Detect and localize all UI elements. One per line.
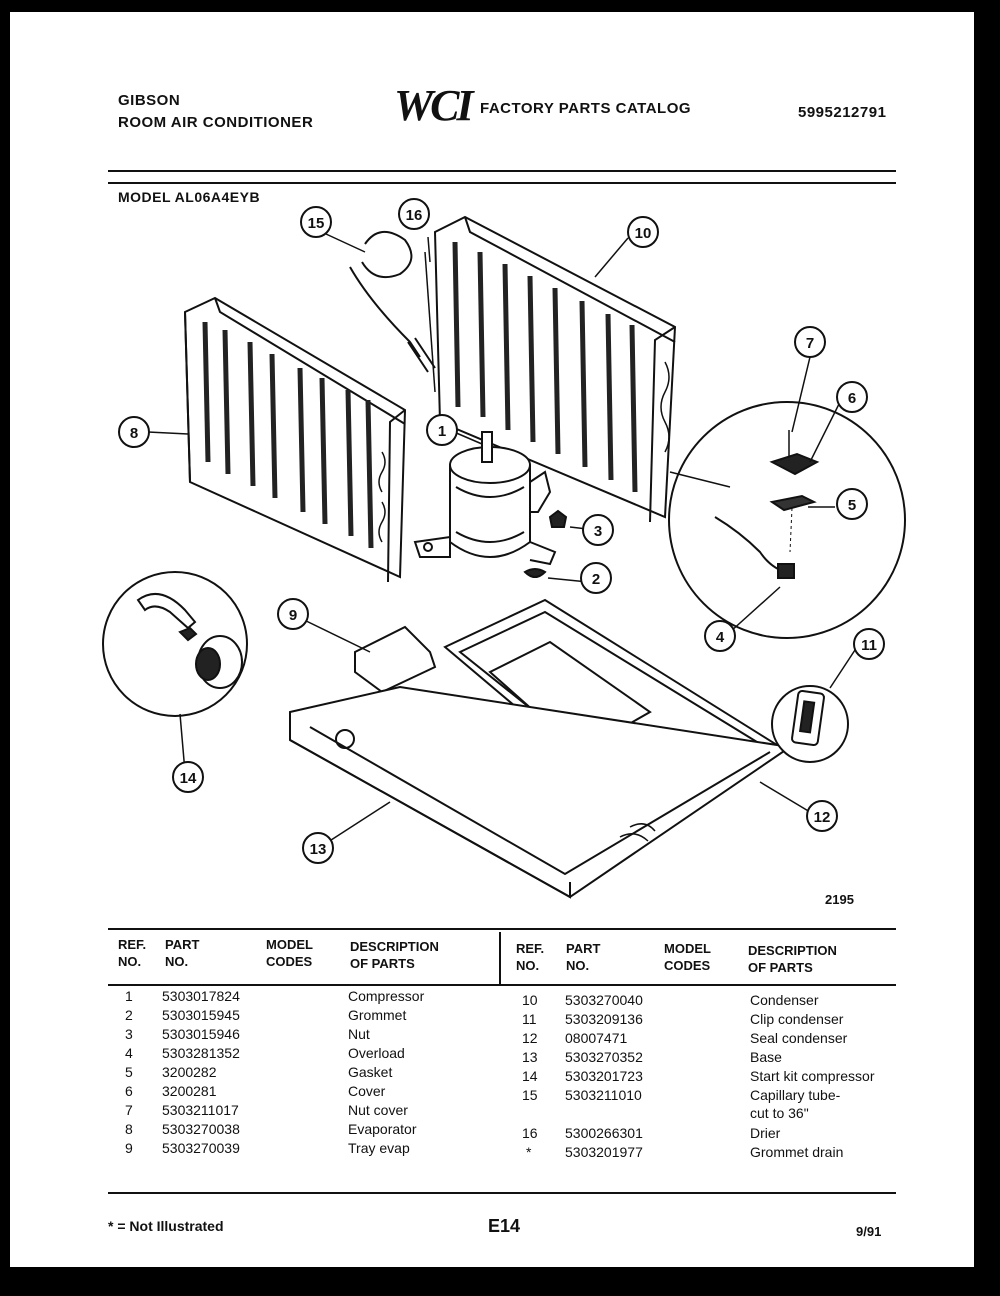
callout-3 xyxy=(583,515,613,545)
product-name: ROOM AIR CONDITIONER xyxy=(118,114,314,131)
svg-text:4: 4 xyxy=(715,629,725,646)
svg-text:6: 6 xyxy=(847,390,857,407)
row-part: 5303201977 xyxy=(565,1144,643,1160)
callout-8 xyxy=(119,417,149,447)
svg-text:16: 16 xyxy=(405,207,423,224)
callout-4 xyxy=(705,621,735,651)
row-part: 5303281352 xyxy=(162,1045,240,1061)
row-ref: 6 xyxy=(125,1083,133,1099)
col-desc: DESCRIPTION OF PARTS xyxy=(350,939,439,971)
row-ref: 9 xyxy=(125,1140,133,1156)
row-part: 5303270039 xyxy=(162,1140,240,1156)
evaporator-drawing xyxy=(185,298,405,582)
row-part: 5303209136 xyxy=(565,1011,643,1027)
callout-5 xyxy=(837,489,867,519)
svg-text:5: 5 xyxy=(847,497,857,514)
row-ref: 12 xyxy=(522,1030,538,1046)
svg-text:12: 12 xyxy=(813,809,831,826)
catalog-title: FACTORY PARTS CATALOG xyxy=(480,100,692,117)
row-desc: Cover xyxy=(348,1083,386,1099)
svg-text:15: 15 xyxy=(307,215,325,232)
row-desc: Evaporator xyxy=(348,1121,417,1137)
row-part: 3200282 xyxy=(162,1064,217,1080)
brand-name: GIBSON xyxy=(118,92,181,109)
parts-catalog-page xyxy=(10,12,974,1267)
row-part: 5300266301 xyxy=(565,1125,643,1141)
table-divider xyxy=(499,932,501,984)
row-desc: Base xyxy=(750,1049,782,1065)
row-ref: 15 xyxy=(522,1087,538,1103)
row-desc-continued: cut to 36" xyxy=(750,1105,809,1121)
col-model-right: MODEL CODES xyxy=(664,941,711,973)
callout-7 xyxy=(795,327,825,357)
row-ref: * xyxy=(526,1144,532,1160)
row-desc: Compressor xyxy=(348,988,425,1004)
row-part: 08007471 xyxy=(565,1030,628,1046)
row-ref: 3 xyxy=(125,1026,133,1042)
svg-text:3: 3 xyxy=(593,523,603,540)
row-desc: Clip condenser xyxy=(750,1011,844,1027)
callout-12 xyxy=(807,801,837,831)
callout-1 xyxy=(427,415,457,445)
col-ref-right: REF. NO. xyxy=(516,941,545,973)
svg-text:2: 2 xyxy=(591,571,601,588)
svg-text:8: 8 xyxy=(129,425,139,442)
svg-text:1: 1 xyxy=(437,423,447,440)
row-part: 3200281 xyxy=(162,1083,217,1099)
row-part: 5303015946 xyxy=(162,1026,240,1042)
wci-logo: WCI xyxy=(394,81,471,130)
row-desc: Grommet drain xyxy=(750,1144,844,1160)
row-desc: Start kit compressor xyxy=(750,1068,875,1084)
svg-text:13: 13 xyxy=(309,841,327,858)
callout-14 xyxy=(173,762,203,792)
row-desc: Capillary tube- xyxy=(750,1087,841,1103)
exploded-parts-diagram xyxy=(10,12,974,912)
row-part: 5303017824 xyxy=(162,988,240,1004)
row-ref: 10 xyxy=(522,992,538,1008)
row-part: 5303201723 xyxy=(565,1068,643,1084)
callout-13 xyxy=(303,833,333,863)
row-desc: Drier xyxy=(750,1125,781,1141)
row-ref: 11 xyxy=(522,1011,537,1027)
row-ref: 16 xyxy=(522,1125,538,1141)
not-illustrated-note: * = Not Illustrated xyxy=(108,1218,224,1234)
col-model: MODEL CODES xyxy=(266,937,313,969)
row-ref: 5 xyxy=(125,1064,133,1080)
row-part: 5303211017 xyxy=(162,1102,239,1118)
row-ref: 8 xyxy=(125,1121,133,1137)
svg-text:7: 7 xyxy=(805,335,815,352)
row-desc: Grommet xyxy=(348,1007,407,1023)
catalog-number: 5995212791 xyxy=(798,104,887,121)
row-ref: 14 xyxy=(522,1068,538,1084)
callout-15 xyxy=(301,207,331,237)
row-desc: Seal condenser xyxy=(750,1030,848,1046)
row-part: 5303211010 xyxy=(565,1087,642,1103)
row-desc: Condenser xyxy=(750,992,819,1008)
svg-text:10: 10 xyxy=(634,225,652,242)
row-part: 5303270038 xyxy=(162,1121,240,1137)
row-ref: 13 xyxy=(522,1049,538,1065)
row-ref: 2 xyxy=(125,1007,133,1023)
col-part-right: PART NO. xyxy=(566,941,601,973)
table-header-rule xyxy=(108,984,896,986)
row-ref: 1 xyxy=(125,988,133,1004)
table-top-rule xyxy=(108,928,896,930)
callout-6 xyxy=(837,382,867,412)
table-bottom-rule xyxy=(108,1192,896,1194)
row-part: 5303015945 xyxy=(162,1007,240,1023)
row-ref: 4 xyxy=(125,1045,133,1061)
revision-date: 9/91 xyxy=(856,1224,882,1239)
model-label: MODEL AL06A4EYB xyxy=(118,189,261,205)
callout-2 xyxy=(581,563,611,593)
row-desc: Nut xyxy=(348,1026,370,1042)
row-desc: Nut cover xyxy=(348,1102,408,1118)
col-desc-right: DESCRIPTION OF PARTS xyxy=(748,943,837,975)
row-desc: Tray evap xyxy=(348,1140,410,1156)
row-desc: Gasket xyxy=(348,1064,393,1080)
col-part: PART NO. xyxy=(165,937,200,969)
callout-16 xyxy=(399,199,429,229)
row-desc: Overload xyxy=(348,1045,405,1061)
svg-text:14: 14 xyxy=(179,770,197,787)
callout-10 xyxy=(628,217,658,247)
row-ref: 7 xyxy=(125,1102,133,1118)
figure-number: 2195 xyxy=(825,892,854,907)
svg-text:11: 11 xyxy=(861,637,877,654)
svg-text:9: 9 xyxy=(288,607,298,624)
page-number: E14 xyxy=(488,1216,521,1236)
col-ref: REF. NO. xyxy=(118,937,147,969)
callout-9 xyxy=(278,599,308,629)
row-part: 5303270352 xyxy=(565,1049,643,1065)
row-part: 5303270040 xyxy=(565,992,643,1008)
callout-11 xyxy=(854,629,884,659)
